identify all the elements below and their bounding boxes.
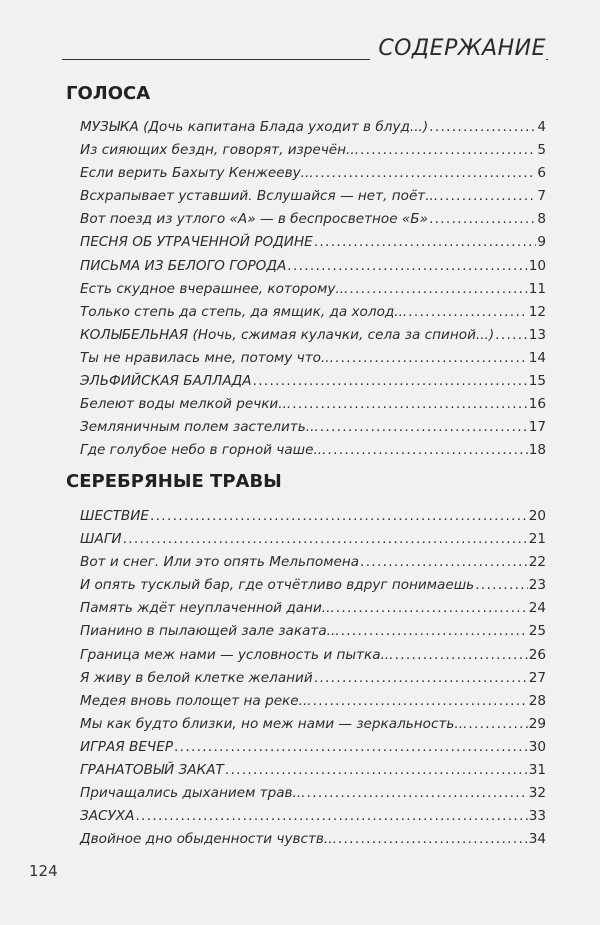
toc-entry-page: 20	[528, 508, 546, 524]
toc-entry-page: 30	[528, 738, 546, 755]
toc-entry-page: 9	[537, 234, 546, 251]
toc-entry-title: ЗАСУХА	[80, 808, 135, 825]
toc-entry-title: Белеют воды мелкой речки...	[80, 396, 292, 413]
toc-entry-title: Из сияющих бездн, говорят, изречён...	[80, 142, 360, 159]
toc-entry	[80, 139, 546, 162]
toc-entry	[80, 828, 546, 851]
toc-entry-page: 7	[537, 188, 546, 205]
toc-entry-page: 25	[528, 623, 546, 640]
toc-entry-title: ПИСЬМА ИЗ БЕЛОГО ГОРОДА	[80, 257, 287, 274]
toc-entry-title: КОЛЫБЕЛЬНАЯ (Ночь, сжимая кулачки, села за спиной...)	[80, 326, 495, 343]
toc-entry-title: Память ждёт неуплаченной дани...	[80, 600, 335, 617]
dot-leader	[253, 370, 528, 393]
toc-entry-page: 4	[537, 119, 546, 135]
dot-leader	[395, 644, 528, 667]
dot-leader	[327, 439, 527, 462]
dot-leader	[287, 255, 527, 278]
running-title: СОДЕРЖАНИЕ	[370, 36, 546, 61]
toc-entry	[80, 116, 546, 139]
toc-entry-title: Ты не нравилась мне, потому что...	[80, 349, 334, 366]
toc-entry-page: 26	[528, 646, 546, 663]
toc-entry	[80, 551, 546, 574]
toc-entry-title: ГРАНАТОВЫЙ ЗАКАТ	[80, 762, 224, 779]
toc-entry	[80, 690, 546, 713]
dot-leader	[123, 528, 528, 551]
toc-list-golosa	[80, 116, 546, 462]
toc-entry-page: 5	[537, 142, 546, 159]
toc-entry-page: 31	[528, 762, 546, 779]
dot-leader	[429, 208, 536, 231]
toc-entry-page: 13	[528, 326, 546, 343]
dot-leader	[429, 116, 536, 139]
toc-entry-page: 6	[537, 165, 546, 182]
toc-entry	[80, 162, 546, 185]
toc-entry-title: Только степь да степь, да ямщик, да холод...	[80, 303, 408, 320]
toc-entry-title: Причащались дыханием трав...	[80, 785, 306, 802]
toc-entry-title: Вот поезд из утлого «А» — в беспросветное «Б»	[80, 211, 428, 228]
toc-entry	[80, 620, 546, 643]
dot-leader	[225, 759, 528, 782]
toc-entry	[80, 528, 546, 551]
toc-entry-page: 27	[528, 669, 546, 686]
toc-entry-page: 33	[528, 808, 546, 825]
toc-entry-page: 16	[528, 396, 546, 413]
dot-leader	[341, 620, 528, 643]
dot-leader	[408, 301, 527, 324]
toc-entry	[80, 324, 546, 347]
dot-leader	[314, 231, 537, 254]
toc-entry	[80, 416, 546, 439]
toc-entry	[80, 347, 546, 370]
toc-entry	[80, 782, 546, 805]
toc-entry-page: 11	[528, 280, 546, 297]
dot-leader	[468, 713, 527, 736]
dot-leader	[360, 139, 536, 162]
toc-entry-page: 32	[528, 785, 546, 802]
toc-entry	[80, 393, 546, 416]
toc-entry-title: Граница меж нами — условность и пытка...	[80, 646, 394, 663]
toc-entry-title: И опять тусклый бар, где отчётливо вдруг понимаешь	[80, 577, 475, 594]
page-number: 124	[29, 862, 58, 880]
dot-leader	[135, 805, 527, 828]
dot-leader	[360, 551, 528, 574]
toc-entry-page: 8	[537, 211, 546, 228]
toc-entry	[80, 231, 546, 254]
toc-entry	[80, 255, 546, 278]
toc-entry	[80, 505, 546, 528]
toc-entry-page: 17	[528, 419, 546, 436]
dot-leader	[307, 782, 528, 805]
section-title-serebryanye-travy: СЕРЕБРЯНЫЕ ТРАВЫ	[66, 471, 282, 492]
dot-leader	[292, 393, 527, 416]
toc-entry	[80, 713, 546, 736]
section-title-golosa: ГОЛОСА	[66, 83, 151, 104]
toc-entry-page: 12	[528, 303, 546, 320]
toc-entry	[80, 644, 546, 667]
toc-entry-title: ЭЛЬФИЙСКАЯ БАЛЛАДА	[80, 373, 252, 390]
dot-leader	[315, 162, 537, 185]
dot-leader	[475, 574, 528, 597]
toc-entry	[80, 736, 546, 759]
toc-entry-title: Если верить Бахыту Кенжееву...	[80, 165, 314, 182]
toc-entry-page: 34	[528, 831, 546, 848]
toc-entry-page: 21	[528, 531, 546, 548]
dot-leader	[338, 828, 528, 851]
toc-entry	[80, 759, 546, 782]
dot-leader	[349, 278, 527, 301]
toc-entry-page: 24	[528, 600, 546, 617]
toc-entry	[80, 185, 546, 208]
toc-entry	[80, 667, 546, 690]
toc-entry-title: Есть скудное вчерашнее, которому...	[80, 280, 349, 297]
dot-leader	[336, 597, 528, 620]
toc-entry-page: 14	[528, 349, 546, 366]
toc-entry	[80, 370, 546, 393]
toc-entry-title: Медея вновь полощет на реке...	[80, 692, 312, 709]
toc-entry-title: Земляничным полем застелить...	[80, 419, 319, 436]
toc-entry-title: ПЕСНЯ ОБ УТРАЧЕННОЙ РОДИНЕ	[80, 234, 313, 251]
toc-entry-page: 28	[528, 692, 546, 709]
dot-leader	[150, 505, 528, 528]
toc-entry-title: Где голубое небо в горной чаше...	[80, 442, 327, 459]
toc-entry-page: 15	[528, 373, 546, 390]
toc-list-serebryanye-travy	[80, 505, 546, 851]
toc-entry-page: 10	[528, 257, 546, 274]
toc-entry	[80, 439, 546, 462]
toc-entry-title: МУЗЫКА (Дочь капитана Блада уходит в блуд...)	[80, 119, 429, 135]
dot-leader	[320, 416, 528, 439]
toc-entry	[80, 208, 546, 231]
toc-entry-title: ШЕСТВИЕ	[80, 508, 150, 524]
dot-leader	[335, 347, 528, 370]
dot-leader	[439, 185, 536, 208]
toc-entry	[80, 301, 546, 324]
dot-leader	[174, 736, 528, 759]
dot-leader	[314, 667, 528, 690]
toc-entry-page: 18	[528, 442, 546, 459]
toc-entry	[80, 597, 546, 620]
toc-entry-page: 22	[528, 554, 546, 571]
toc-entry-title: Пианино в пылающей зале заката...	[80, 623, 340, 640]
toc-entry-title: Вот и снег. Или это опять Мельпомена	[80, 554, 360, 571]
toc-entry	[80, 805, 546, 828]
toc-entry	[80, 278, 546, 301]
toc-entry-page: 29	[528, 715, 546, 732]
toc-entry-title: Мы как будто близки, но меж нами — зеркальность...	[80, 715, 468, 732]
toc-entry	[80, 574, 546, 597]
dot-leader	[313, 690, 528, 713]
dot-leader	[495, 324, 528, 347]
toc-entry-title: Всхрапывает уставший. Вслушайся — нет, поёт...	[80, 188, 439, 205]
toc-entry-title: ИГРАЯ ВЕЧЕР	[80, 738, 174, 755]
toc-entry-title: Двойное дно обыденности чувств...	[80, 831, 337, 848]
toc-entry-title: ШАГИ	[80, 531, 122, 548]
toc-entry-page: 23	[528, 577, 546, 594]
toc-entry-title: Я живу в белой клетке желаний	[80, 669, 313, 686]
